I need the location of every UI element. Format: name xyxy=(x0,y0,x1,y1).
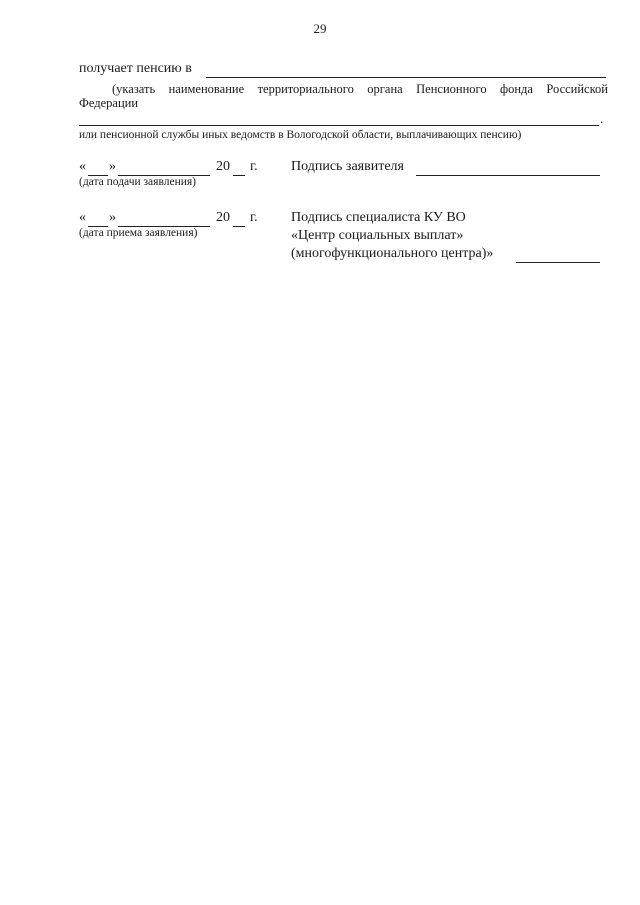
submit-year-suffix: г. xyxy=(250,159,258,174)
pension-authority-line[interactable] xyxy=(206,77,606,78)
pension-label: получает пенсию в xyxy=(79,61,192,76)
specialist-signature-line1: Подпись специалиста КУ ВО xyxy=(291,210,466,225)
page-number: 29 xyxy=(313,21,327,36)
receive-year-field[interactable] xyxy=(233,226,245,227)
pension-hint-line3: или пенсионной службы иных ведомств в Вологодской области, выплачивающих пенсию) xyxy=(79,129,522,141)
pension-hint-line2: Федерации xyxy=(79,96,139,110)
pension-period: . xyxy=(600,111,604,126)
receive-date-open-quote: « xyxy=(79,210,86,225)
submit-date-close-quote: » xyxy=(109,159,116,174)
submit-date-open-quote: « xyxy=(79,159,86,174)
pension-authority-line-2[interactable] xyxy=(79,125,599,126)
specialist-signature-line3: (многофункционального центра)» xyxy=(291,246,494,261)
applicant-signature-field[interactable] xyxy=(416,175,600,176)
receive-year-suffix: г. xyxy=(250,210,258,225)
specialist-signature-field[interactable] xyxy=(516,262,600,263)
applicant-signature-label: Подпись заявителя xyxy=(291,159,404,174)
pension-hint-line1: (указать наименование территориального органа Пенсионного фонда Российской xyxy=(112,82,608,96)
submit-year-field[interactable] xyxy=(233,175,245,176)
submit-date-caption: (дата подачи заявления) xyxy=(79,176,196,188)
specialist-signature-line2: «Центр социальных выплат» xyxy=(291,228,464,243)
receive-year-prefix: 20 xyxy=(216,210,230,225)
submit-year-prefix: 20 xyxy=(216,159,230,174)
receive-date-caption: (дата приема заявления) xyxy=(79,227,198,239)
receive-date-close-quote: » xyxy=(109,210,116,225)
